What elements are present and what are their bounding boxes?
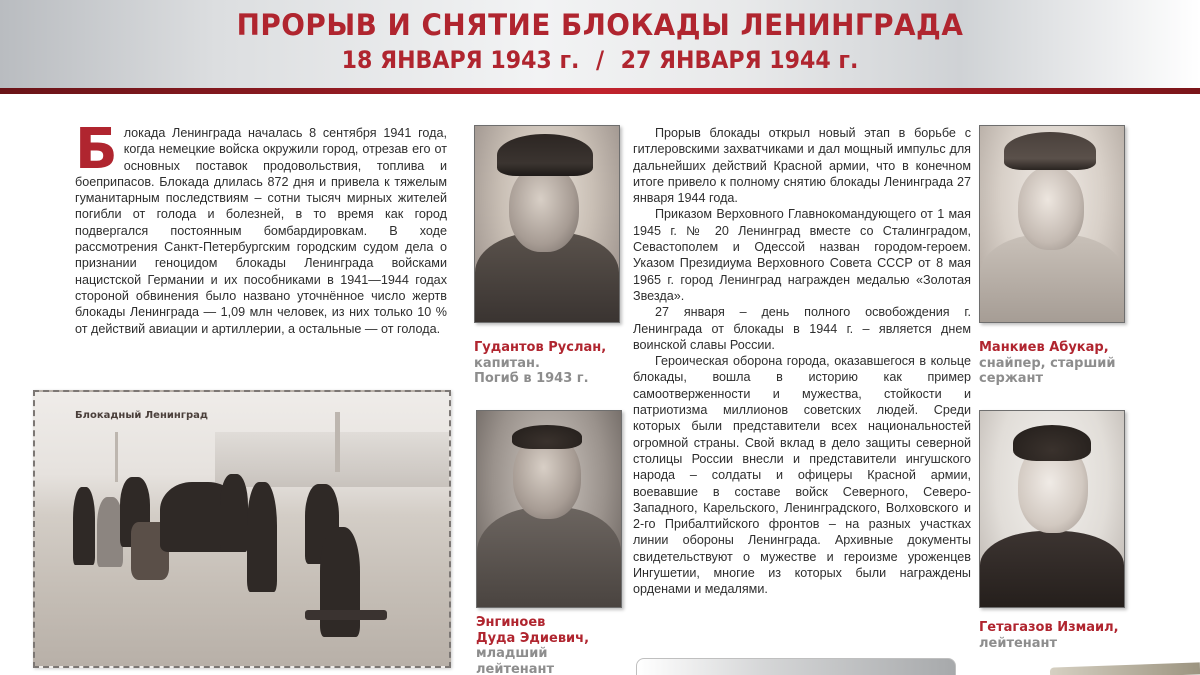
bottom-decorative-banner [636,658,956,675]
article-paragraph: Прорыв блокады открыл новый этап в борьбе с гитлеровскими захватчиками и дал мощный импульс для дальнейших действий Красной армии, что в конечном итоге привело к полному снятию блокады Ленинграда 27 января 1944 года. [633,126,971,206]
portrait-hair [512,425,582,449]
caption-getagazov [979,620,1119,651]
person-rank: младший [476,646,548,661]
photo-figure [320,527,360,637]
article-text-block [633,125,971,598]
photo-label: Блокадный Ленинград [75,410,208,421]
person-name: Гетагазов Измаил, [979,620,1119,635]
portrait-uniform [477,507,621,607]
photo-figure [220,474,248,552]
blockade-photo [33,390,451,668]
person-rank-line2: лейтенант [476,661,555,675]
photo-figure [73,487,95,565]
person-rank: снайпер, старший [979,355,1116,371]
portrait-cap [1004,132,1096,170]
date-start: 18 ЯНВАРЯ 1943 г. [341,46,580,74]
portrait-enginoev [476,410,622,608]
portrait-getagazov [979,410,1125,608]
portrait-face [509,164,579,252]
photo-skyline [215,432,451,487]
photo-spire [335,412,340,472]
person-name: Манкиев Абукар, [979,340,1109,355]
portrait-cap [497,134,593,176]
header-banner [0,0,1200,88]
person-name-line2: Дуда Эдиевич, [476,630,590,646]
person-name: Энгиноев [476,615,546,630]
portrait-mankiev [979,125,1125,323]
intro-paragraph: локада Ленинграда началась 8 сентября 1941 года, когда немецкие войска окружили город, отрезав его от основных поставок продовольствия, топлива и боеприпасов. Блокада длилась 872 дня и привела к тяжелым гуманитарным последствиям – сотни тысяч мирных жителей погибли от голода и болезней, в то время как город подвергался постоянным бомбардировкам. В ходе рассмотрения Санкт-Петербургским городским судом дела о признании геноцидом блокады Ленинграда войсками нацистской Германии и их пособниками в 1941—1944 годах стороной обвинения было названо уточнённое число жертв блокады Ленинграда — 1,09 млн человек, из них только 10 % от действий авиации и артиллерии, а остальные — от голода. [75,126,447,336]
drop-cap: Б [75,117,118,182]
portrait-uniform [980,531,1124,607]
photo-figure [247,482,277,592]
portrait-hair [1013,425,1091,461]
article-paragraph: Приказом Верховного Главнокомандующего от 1 мая 1945 г. № 20 Ленинград вместе со Сталинградом, Севастополем и Одессой назван городом-героем. Указом Президиума Верховного Совета СССР от 8 мая 1965 г. город Ленинград награжден медалью «Золотая Звезда». [633,207,971,303]
page-title: ПРОРЫВ И СНЯТИЕ БЛОКАДЫ ЛЕНИНГРАДА [236,8,964,42]
page-subtitle-dates [48,46,1152,74]
article-paragraph: 27 января – день полного освобождения г. Ленинграда от блокады в 1944 г. – является днем воинской славы России. [633,305,971,352]
date-separator: / [595,46,605,74]
intro-text-block [75,117,447,337]
person-name: Гудантов Руслан, [474,340,607,355]
caption-gudantov [474,340,606,387]
bottom-paper-scrap [1050,662,1200,675]
date-end: 27 ЯНВАРЯ 1944 г. [620,46,859,74]
person-rank: капитан. [474,355,540,371]
portrait-gudantov [474,125,620,323]
person-note: Погиб в 1943 г. [474,371,589,386]
caption-mankiev [979,340,1115,387]
person-rank: лейтенант [979,635,1058,651]
photo-sled [305,610,387,620]
caption-enginoev [476,615,589,675]
article-paragraph: Героическая оборона города, оказавшегося в кольце блокады, вошла в историю как пример самоотверженности и мужества, стойкости и патриотизма миллионов советских людей. Среди которых были представители всех национальностей огромной страны. Свой вклад в дело защиты северной столицы России внесли и представители ингушского народа – солдаты и офицеры Красной армии, воевавшие в составе войск Северного, Северо-Западного, Карельского, Ленинградского, Волховского и 2-го Прибалтийского фронтов – на разных участках линии обороны Ленинграда. Архивные документы свидетельствуют о мужестве и героизме уроженцев Ингушетии, многие из которых были награждены орденами и медалями. [633,354,971,597]
portrait-face [1018,166,1084,250]
header-divider [0,88,1200,94]
photo-column [115,432,118,482]
person-rank-line2: сержант [979,371,1044,386]
